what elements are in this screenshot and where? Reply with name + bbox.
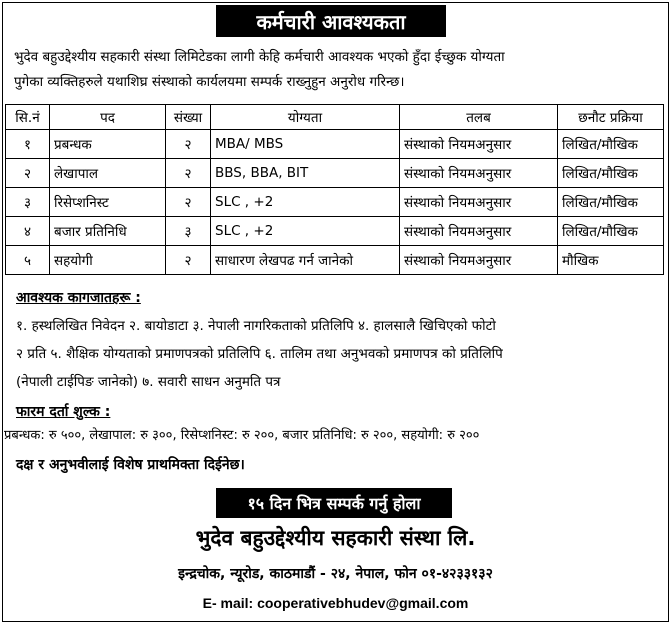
fees-heading: फारम दर्ता शुल्क :: [16, 404, 111, 420]
documents-line-1: १. हस्थलिखित निवेदन २. बायोडाटा ३. नेपाली नागरिकताको प्रतिलिपि ४. हालसालै खिचिएको फोटो: [16, 318, 496, 334]
cell-salary: संस्थाको नियमअनुसार: [400, 246, 558, 275]
table-row: [6, 246, 664, 275]
cell-count: २: [166, 130, 211, 159]
documents-line-2: २ प्रति ५. शैक्षिक योग्यताको प्रमाणपत्रको प्रतिलिपि ६. तालिम तथा अनुभवको प्रमाणपत्र को प्रतिलिपि: [16, 346, 503, 362]
intro-line-2: पुगेका व्यक्तिहरुले यथाशिघ्र संस्थाको कार्यलयमा सम्पर्क राख्नुहुन अनुरोध गरिन्छ।: [14, 74, 405, 90]
table-row: [6, 130, 664, 159]
col-header-post: पद: [50, 105, 166, 130]
cell-qualification: SLC , +2: [211, 188, 400, 217]
cell-serial: १: [6, 130, 50, 159]
cell-salary: संस्थाको नियमअनुसार: [400, 130, 558, 159]
cell-selection: लिखित/मौखिक: [558, 188, 664, 217]
cell-post: लेखापाल: [50, 159, 166, 188]
notice-title: कर्मचारी आवश्यकता: [216, 5, 446, 37]
cell-salary: संस्थाको नियमअनुसार: [400, 159, 558, 188]
cell-qualification: BBS, BBA, BIT: [211, 159, 400, 188]
intro-line-1: भुदेव बहुउद्देश्यीय सहकारी संस्था लिमिटेडका लागी केहि कर्मचारी आवश्यक भएको हुँदा ईच्छुक योग्यता: [14, 49, 505, 65]
col-header-qualification: योग्यता: [211, 105, 400, 130]
cell-qualification: SLC , +2: [211, 217, 400, 246]
cell-serial: २: [6, 159, 50, 188]
col-header-serial: सि.नं: [6, 105, 50, 130]
documents-list: [16, 312, 664, 396]
cell-count: २: [166, 188, 211, 217]
cell-qualification: साधारण लेखपढ गर्न जानेको: [211, 246, 400, 275]
cell-serial: ४: [6, 217, 50, 246]
organization-email: E- mail: cooperativebhudev@gmail.com: [202, 595, 469, 611]
cell-serial: ५: [6, 246, 50, 275]
table-row: [6, 159, 664, 188]
organization-name: भुदेव बहुउद्देश्यीय सहकारी संस्था लि.: [195, 526, 476, 550]
cell-post: बजार प्रतिनिधि: [50, 217, 166, 246]
table-header-row: [6, 105, 664, 130]
cell-salary: संस्थाको नियमअनुसार: [400, 188, 558, 217]
cell-selection: मौखिक: [558, 246, 664, 275]
cell-post: रिसेप्शनिस्ट: [50, 188, 166, 217]
col-header-count: संख्या: [166, 105, 211, 130]
cell-serial: ३: [6, 188, 50, 217]
contact-deadline-banner: १५ दिन भित्र सम्पर्क गर्नु होला: [216, 488, 452, 518]
col-header-selection: छनौट प्रक्रिया: [558, 105, 664, 130]
cell-count: २: [166, 159, 211, 188]
fees-text: प्रबन्धक: रु ५००, लेखापाल: रु ३००, रिसेप्शनिस्ट: रु २००, बजार प्रतिनिधि: रु २००, सहयोगी: रु २००: [4, 428, 480, 443]
intro-paragraph: [14, 45, 662, 95]
table-row: [6, 188, 664, 217]
cell-count: २: [166, 246, 211, 275]
table-row: [6, 217, 664, 246]
documents-line-3: (नेपाली टाईपिङ जानेको) ७. सवारी साधन अनुमति पत्र: [16, 374, 281, 390]
cell-qualification: MBA/ MBS: [211, 130, 400, 159]
vacancy-table: [5, 104, 664, 275]
documents-heading: आवश्यक कागजातहरू :: [16, 290, 141, 306]
cell-selection: लिखित/मौखिक: [558, 217, 664, 246]
organization-address: इन्द्रचोक, न्यूरोड, काठमाडौं - २४, नेपाल, फोन ०१-४२३३१३२: [178, 566, 493, 582]
cell-selection: लिखित/मौखिक: [558, 159, 664, 188]
cell-post: प्रबन्धक: [50, 130, 166, 159]
cell-count: ३: [166, 217, 211, 246]
cell-selection: लिखित/मौखिक: [558, 130, 664, 159]
cell-post: सहयोगी: [50, 246, 166, 275]
col-header-salary: तलब: [400, 105, 558, 130]
priority-note: दक्ष र अनुभवीलाई विशेष प्राथमिक्ता दिईनेछ।: [16, 457, 245, 473]
cell-salary: संस्थाको नियमअनुसार: [400, 217, 558, 246]
